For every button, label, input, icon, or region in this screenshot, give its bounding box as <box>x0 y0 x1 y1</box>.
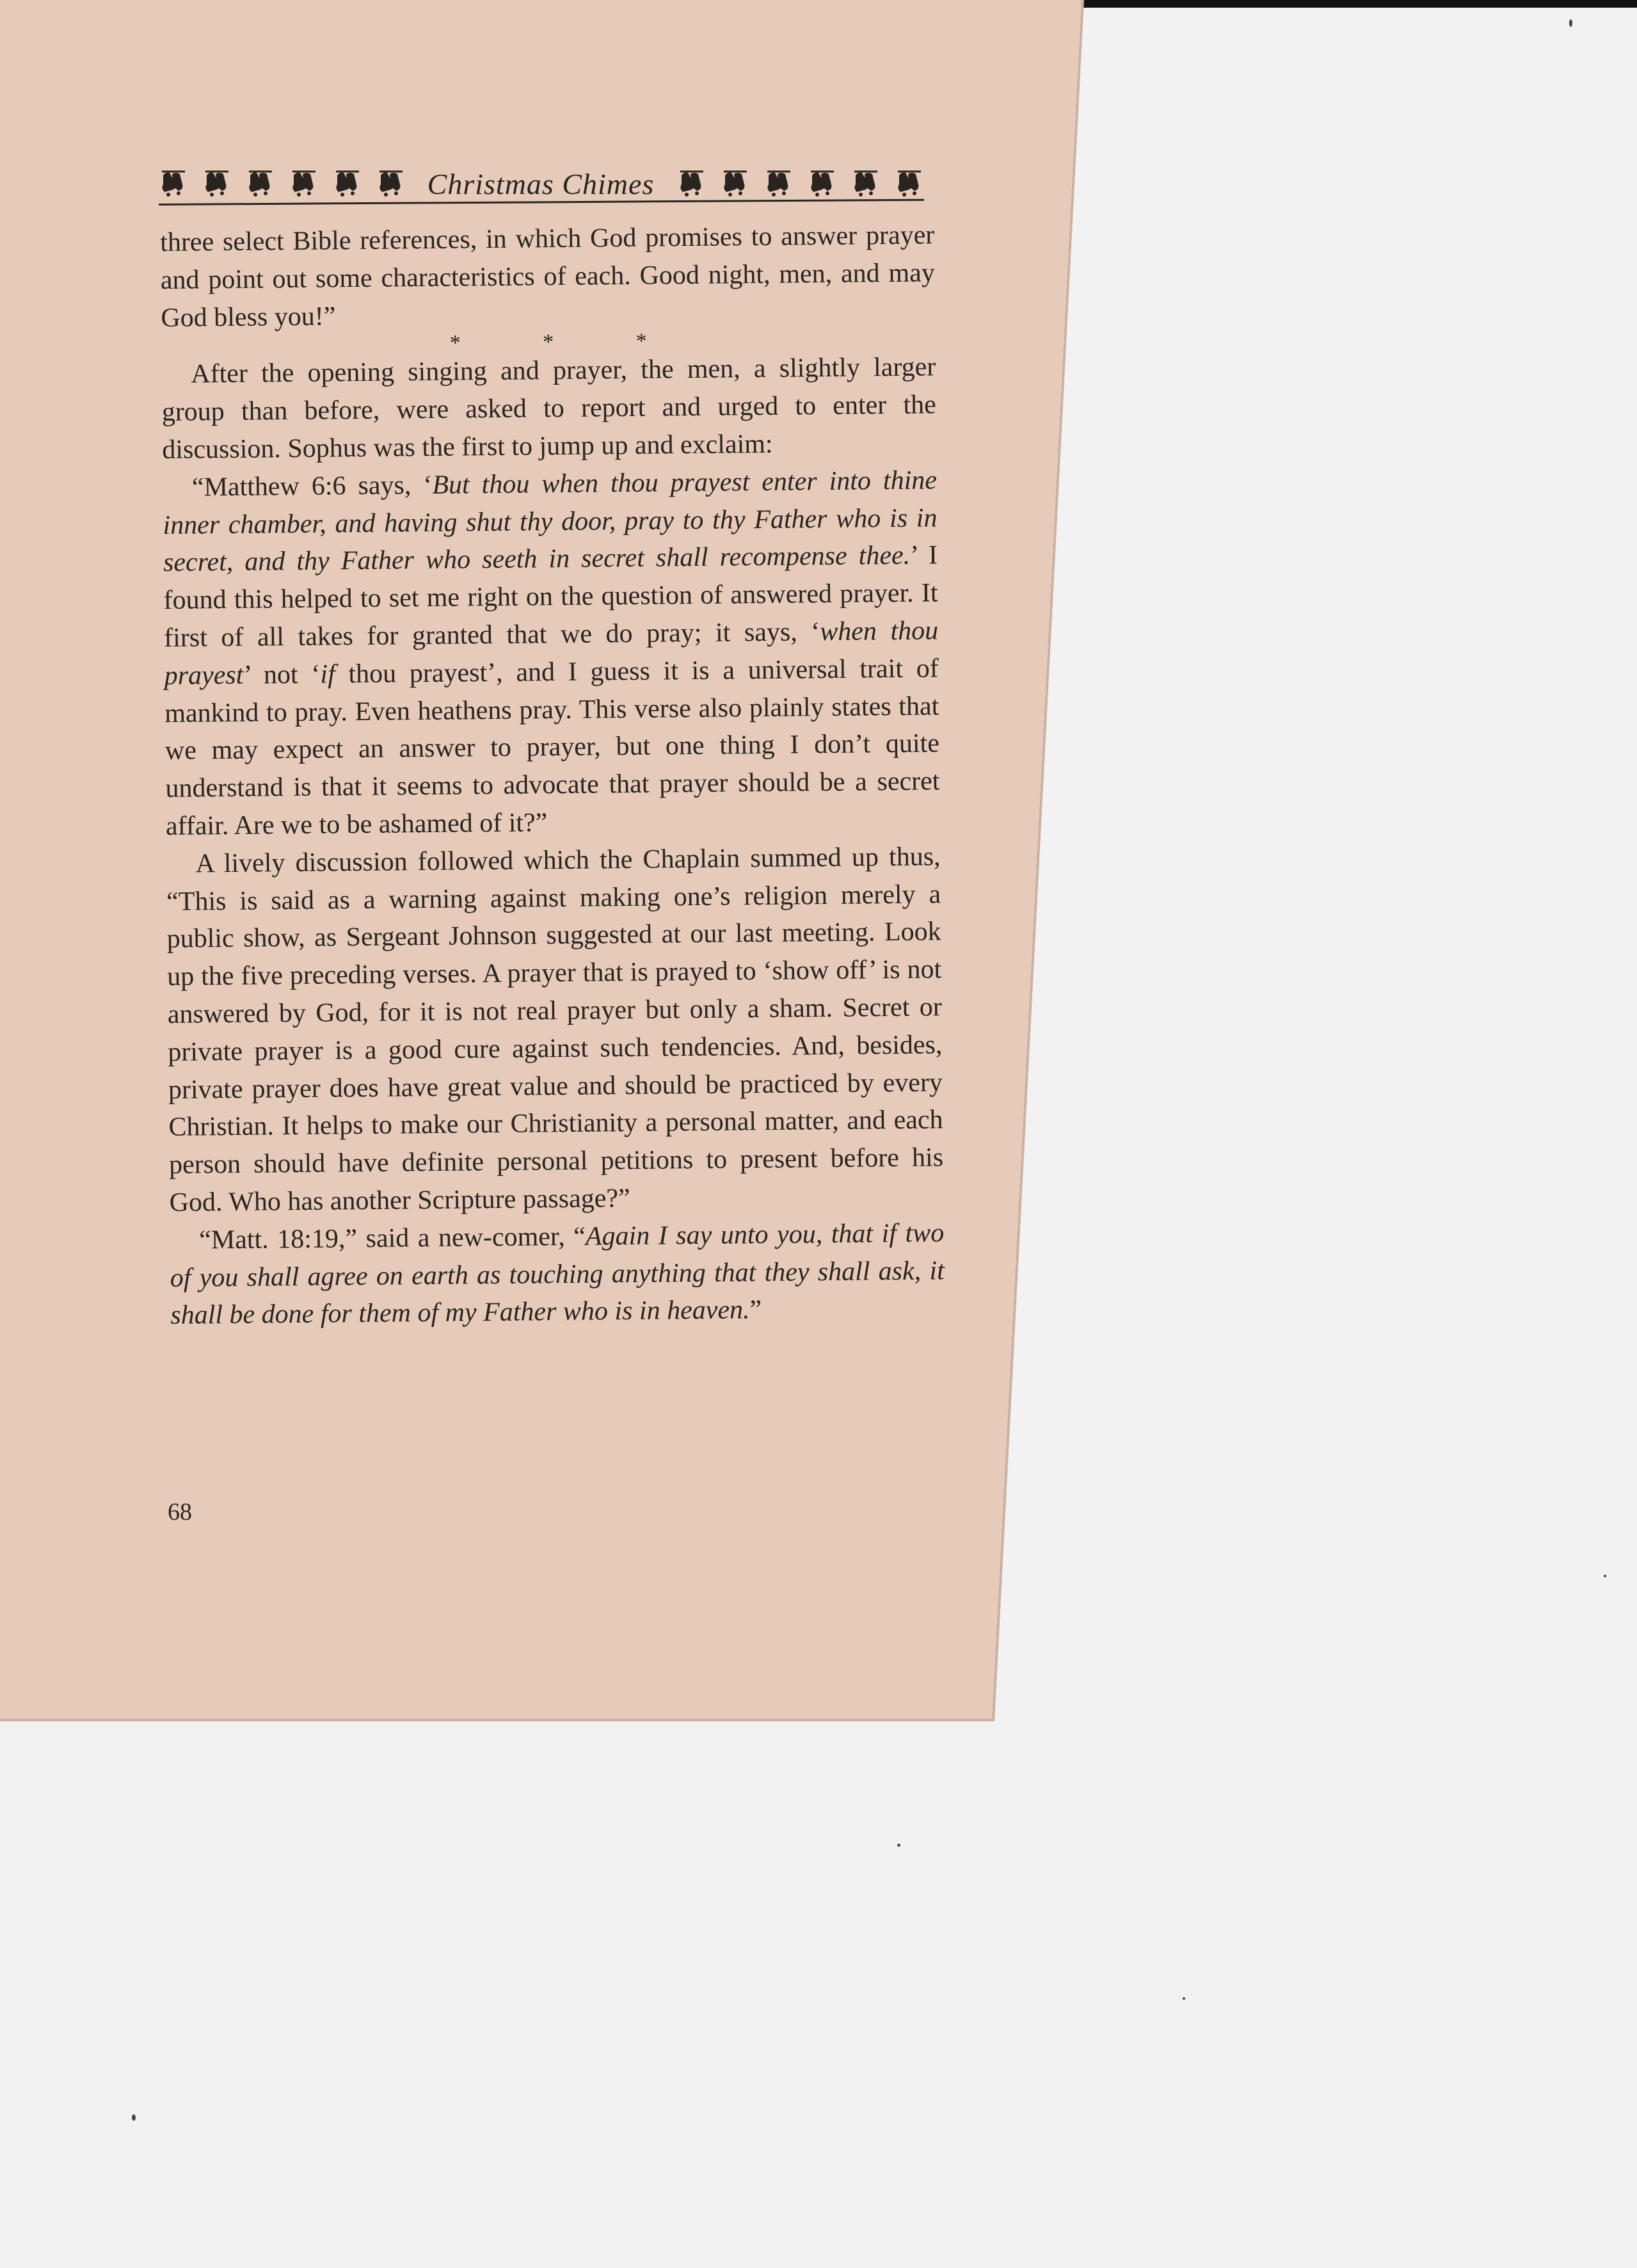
scan-speck <box>132 2114 136 2121</box>
bell-ornaments-right <box>675 168 925 200</box>
bell-icon <box>331 168 363 200</box>
scan-speck <box>1604 1575 1606 1577</box>
section-separator: * * * <box>449 329 685 356</box>
running-title: Christmas Chimes <box>427 167 655 200</box>
paragraph-1: three select Bible references, in which God promises to answer prayer and point out some characteristics of each. Good night, men, and may God bless you!” <box>160 220 936 333</box>
text-run: thou prayest’, and I guess it is a universal trait of mankind to pray. Even heathens pray. This verse also plainly states that we may expect an answer to prayer, but one thing I don’t quite understand is that it seems to advocate that prayer should be a secret affair. Are we to be ashamed of it?” <box>164 654 940 841</box>
scan-speck <box>1569 19 1572 27</box>
text-run: ’ I found this helped to set me right on the question of answered prayer. It first of all takes for granted that we do pray; it says, ‘ <box>163 540 938 653</box>
paragraph-4: A lively discussion followed which the Chaplain summed up thus, “This is said as a warning against making one’s religion merely a public show, as Sergeant Johnson suggested at our last meeting. Look up the five preceding verses. A prayer that is prayed to ‘show off’ is not answered by God, for it is not real prayer but only a sham. Secret or private prayer is a good cure against such tendencies. And, besides, private prayer does have great value and should be practiced by every Christian. It helps to make our Christianity a personal matter, and each person should have definite personal petitions to present before his God. Who has another Scripture passage?” <box>166 842 944 1218</box>
bell-icon <box>719 168 751 200</box>
bell-icon <box>287 168 319 200</box>
bell-ornaments-left <box>157 168 406 200</box>
scan-speck <box>1183 1997 1185 2000</box>
scripture-quote: if <box>320 659 335 689</box>
scan-speck <box>897 1844 900 1847</box>
body-text <box>160 216 945 1335</box>
bell-icon <box>374 168 406 200</box>
text-run: ’ not ‘ <box>243 659 321 690</box>
paragraph-3 <box>163 462 941 846</box>
text-run: ” <box>749 1295 762 1325</box>
scripture-quote: But thou when thou prayest enter into thine inner chamber, and having shut thy door, pray to thy Father who is in secret, and thy Father who seeth in secret shall recompense thee. <box>163 465 938 578</box>
paragraph-2: After the opening singing and prayer, the men, a slightly larger group than before, were asked to report and urged to enter the discussion. Sophus was the first to jump up and exclaim: <box>161 352 936 465</box>
text-run: “Matthew 6:6 says, ‘ <box>191 470 433 503</box>
bell-icon <box>806 168 838 200</box>
bell-icon <box>893 168 925 200</box>
scanner-edge <box>1062 0 1637 8</box>
paragraph-5 <box>170 1214 945 1335</box>
bell-icon <box>762 168 794 200</box>
bell-icon <box>849 168 881 200</box>
text-run: “Matt. 18:19,” said a new-comer, “ <box>199 1221 586 1255</box>
bell-icon <box>675 168 707 200</box>
bell-icon <box>244 168 276 200</box>
scripture-quote: Again I say unto you, that if two of you shall agree on earth as touching anything that they shall ask, it shall be done for them of my Father who is in heaven. <box>170 1218 945 1331</box>
page-number: 68 <box>168 1499 192 1525</box>
scripture-quote: when thou prayest <box>164 616 939 691</box>
bell-icon <box>157 168 189 200</box>
bell-icon <box>200 168 232 200</box>
